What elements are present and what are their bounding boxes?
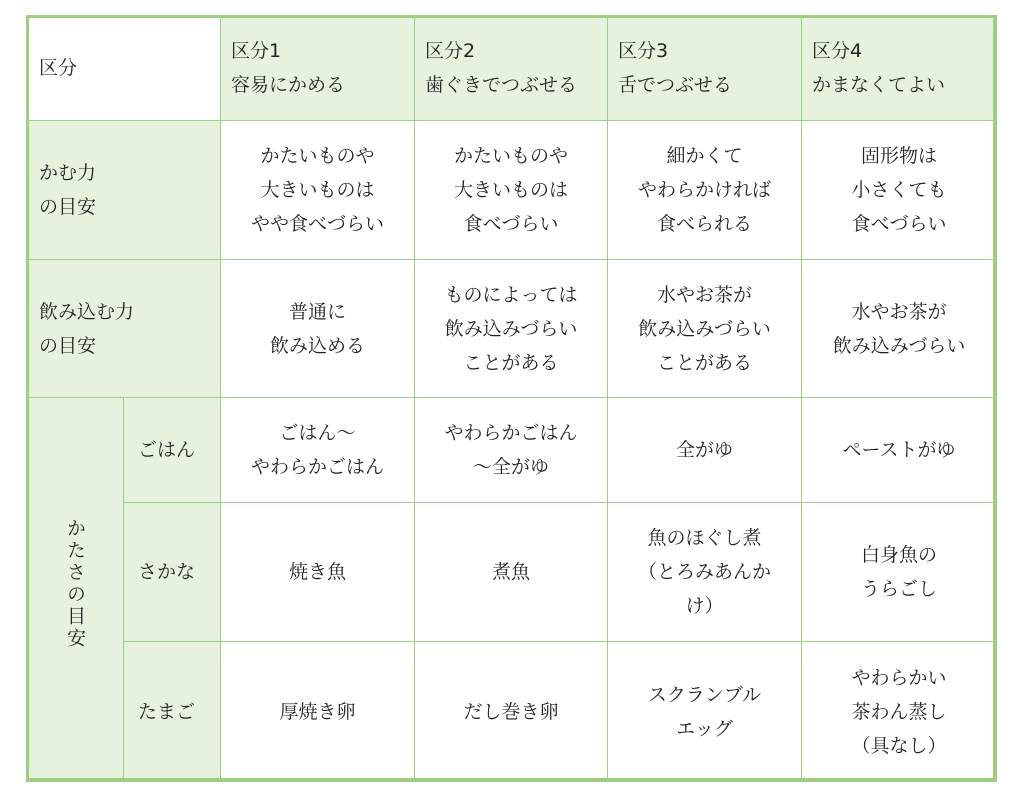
header-col-3-subtitle: 舌でつぶせる [618,74,733,96]
header-col-1-title: 区分1 [231,40,282,62]
cell-line: うらごし [861,578,938,600]
cell-line: 水やお茶が [657,283,753,306]
cell-line: 食べられる [657,213,753,235]
cell-line: 小さくても [851,179,947,201]
cell-line: 焼き魚 [289,561,347,583]
cell-line: （とろみあんか [638,561,772,583]
fish-cell-2 [415,503,608,642]
cell-line: スクランブル [647,683,762,706]
cell-line: 全がゆ [676,439,734,461]
egg-cell-3 [608,642,802,782]
cell-line: 大きいものは [260,179,375,201]
cell-line: 飲み込みづらい [832,334,966,357]
header-col-4-subtitle: かまなくてよい [812,74,946,96]
cell-line: 食べづらい [851,213,947,235]
egg-cell-1 [221,642,415,782]
header-row [27,16,997,121]
cell-line: やわらかければ [638,179,772,201]
header-col-3-title: 区分3 [618,40,669,62]
cell-line: ことがある [657,351,753,374]
cell-line: 煮魚 [492,561,531,583]
chew-row [27,121,997,260]
header-corner [27,16,221,121]
cell-line: やや食べづらい [251,213,385,235]
swallow-cell-3 [608,260,802,398]
chew-label-line: かむ力 [39,162,97,184]
cell-line: 白身魚の [861,544,938,566]
cell-line: 魚のほぐし煮 [647,527,762,549]
header-col-4-title: 区分4 [812,40,863,62]
rice-row [27,398,997,503]
cell-line: け） [685,595,724,617]
egg-label-text: たまご [138,700,196,723]
cell-line: ペーストがゆ [842,439,956,461]
header-col-3 [608,16,802,121]
cell-line: 厚焼き卵 [279,700,356,723]
rice-cell-4 [802,398,997,503]
fish-cell-3 [608,503,802,642]
header-col-1 [221,16,415,121]
cell-line: 普通に [289,300,347,323]
cell-line: 飲み込みづらい [444,317,578,340]
chew-cell-1 [221,121,415,260]
egg-row [27,642,997,782]
swallow-cell-4 [802,260,997,398]
cell-line: 細かくて [666,145,743,167]
header-col-1-subtitle: 容易にかめる [231,74,346,96]
cell-line: かたいものや [454,145,569,167]
rice-cell-2 [415,398,608,503]
cell-line: ものによっては [444,283,578,306]
fish-label [124,503,221,642]
cell-line: 大きいものは [454,179,569,201]
header-col-2-subtitle: 歯ぐきでつぶせる [425,74,578,96]
chew-cell-2 [415,121,608,260]
cell-line: ことがある [463,351,559,374]
egg-label [124,642,221,782]
header-col-2-title: 区分2 [425,40,476,62]
cell-line: 〜全がゆ [473,456,550,478]
cell-line: エッグ [676,717,733,740]
rice-label-text: ごはん [138,439,196,461]
fish-cell-4 [802,503,997,642]
rice-cell-1 [221,398,415,503]
chew-cell-3 [608,121,802,260]
fish-row [27,503,997,642]
fish-label-text: さかな [138,561,196,583]
udf-classification-table [26,15,997,782]
cell-line: 飲み込みづらい [638,317,771,340]
cell-line: （具なし） [851,734,947,757]
chew-row-label [27,121,221,260]
swallow-cell-1 [221,260,415,398]
egg-cell-2 [415,642,608,782]
swallow-row [27,260,997,398]
cell-line: 飲み込める [270,334,366,357]
hardness-label-text: かたさの目安 [64,518,86,650]
cell-line: 水やお茶が [851,300,947,323]
swallow-row-label [27,260,221,398]
header-col-4 [802,16,997,121]
cell-line: やわらかごはん [444,422,578,444]
header-corner-label: 区分 [39,57,78,79]
fish-cell-1 [221,503,415,642]
egg-cell-4 [802,642,997,782]
swallow-label-line: の目安 [39,334,97,357]
chew-cell-4 [802,121,997,260]
cell-line: 茶わん蒸し [851,700,947,723]
cell-line: だし巻き卵 [463,700,559,723]
swallow-label-line: 飲み込む力 [39,300,135,323]
rice-label [124,398,221,503]
rice-cell-3 [608,398,802,503]
header-col-2 [415,16,608,121]
cell-line: やわらかごはん [251,456,385,478]
cell-line: 食べづらい [463,213,559,235]
chew-label-line: の目安 [39,196,97,218]
cell-line: やわらかい [851,666,947,689]
cell-line: ごはん〜 [279,422,356,444]
swallow-cell-2 [415,260,608,398]
hardness-group-label [27,398,124,782]
cell-line: かたいものや [260,145,375,167]
cell-line: 固形物は [861,145,938,167]
